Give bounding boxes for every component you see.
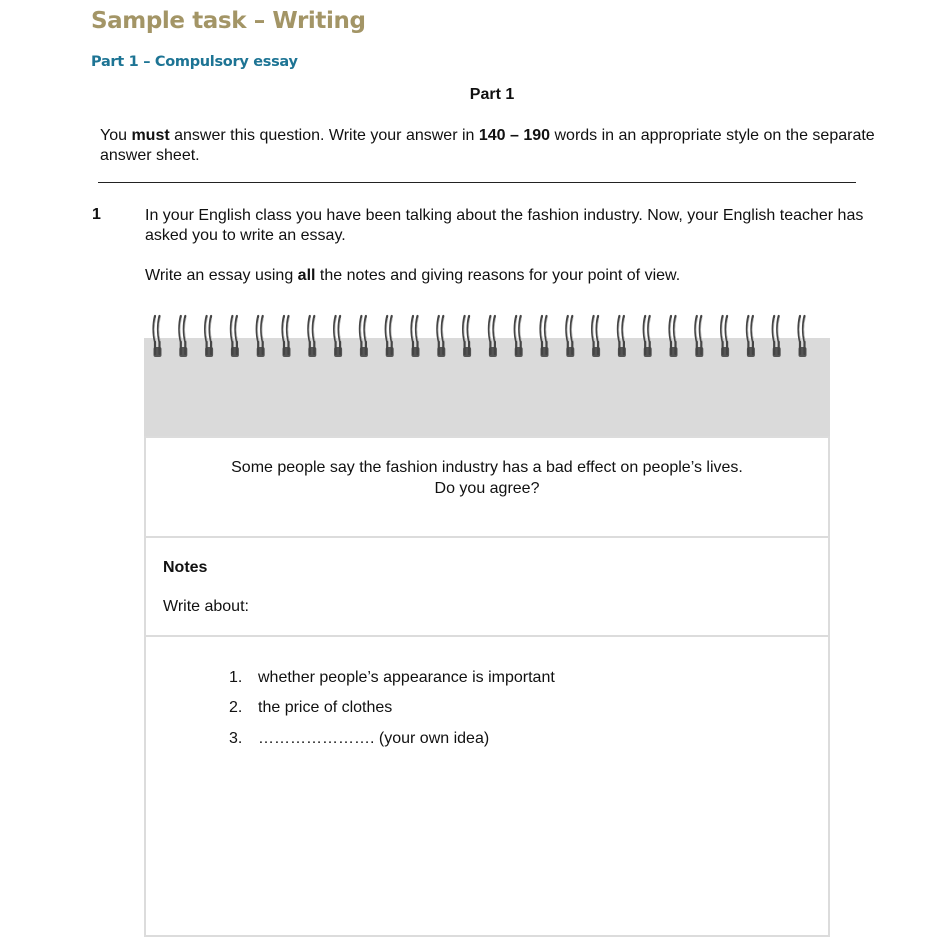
spiral-ring (695, 316, 703, 357)
question-number: 1 (92, 206, 101, 223)
notes-subheading: Write about: (163, 598, 249, 615)
task-text-before: Write an essay using (145, 267, 298, 284)
spiral-ring (360, 316, 368, 357)
task-text-after: the notes and giving reasons for your point of view. (315, 267, 681, 284)
spiral-ring (592, 316, 600, 357)
question-task (145, 266, 870, 286)
spiral-ring (308, 316, 316, 357)
document-title: Sample task – Writing (91, 8, 366, 34)
spiral-ring (644, 316, 652, 357)
instructions-bold-must: must (131, 127, 170, 144)
spiral-ring (154, 316, 162, 357)
list-item (229, 669, 555, 687)
spiral-ring (566, 316, 574, 357)
instructions-text-2: answer this question. Write your answer in (169, 127, 479, 144)
spiral-ring (721, 316, 729, 357)
prompt-line-1: Some people say the fashion industry has a bad effect on people’s lives. (231, 459, 743, 476)
spiral-ring (231, 316, 239, 357)
spiral-ring (179, 316, 187, 357)
spiral-ring (489, 316, 497, 357)
section-subtitle: Part 1 – Compulsory essay (91, 54, 298, 70)
divider-line (98, 182, 856, 183)
list-item (229, 699, 392, 717)
question-text: In your English class you have been talking about the fashion industry. Now, your English teacher has asked you to write an essay. (145, 207, 864, 244)
prompt-line-2: Do you agree? (434, 480, 540, 497)
list-item (229, 730, 489, 748)
list-item-number: 1. (229, 669, 243, 686)
list-item-number: 2. (229, 699, 243, 716)
spiral-ring (773, 316, 781, 357)
spiral-ring (283, 316, 291, 357)
spiral-ring (747, 316, 755, 357)
spiral-ring (618, 316, 626, 357)
instructions-bold-word-range: 140 – 190 (478, 127, 551, 144)
list-item-number: 3. (229, 730, 243, 747)
list-item-text: whether people’s appearance is important (258, 669, 555, 686)
spiral-binding-icon (144, 310, 830, 364)
spiral-ring (670, 316, 678, 357)
spiral-ring (257, 316, 265, 357)
notes-box (144, 536, 830, 637)
essay-prompt (144, 457, 830, 499)
spiral-ring (799, 316, 807, 357)
spiral-ring (412, 316, 420, 357)
spiral-ring (386, 316, 394, 357)
spiral-ring (205, 316, 213, 357)
spiral-ring (463, 316, 471, 357)
task-bold-all: all (297, 267, 316, 284)
instructions-text-1: You (100, 127, 132, 144)
spiral-ring (334, 316, 342, 357)
list-item-text: …………………. (your own idea) (258, 730, 490, 747)
list-item-text: the price of clothes (258, 699, 393, 716)
part-heading: Part 1 (469, 86, 515, 103)
notes-heading: Notes (163, 559, 208, 576)
spiral-ring (515, 316, 523, 357)
spiral-ring (437, 316, 445, 357)
instructions-text-3: words in an appropriate style on the separate answer sheet. (100, 127, 875, 164)
spiral-ring (541, 316, 549, 357)
instructions (100, 126, 900, 166)
